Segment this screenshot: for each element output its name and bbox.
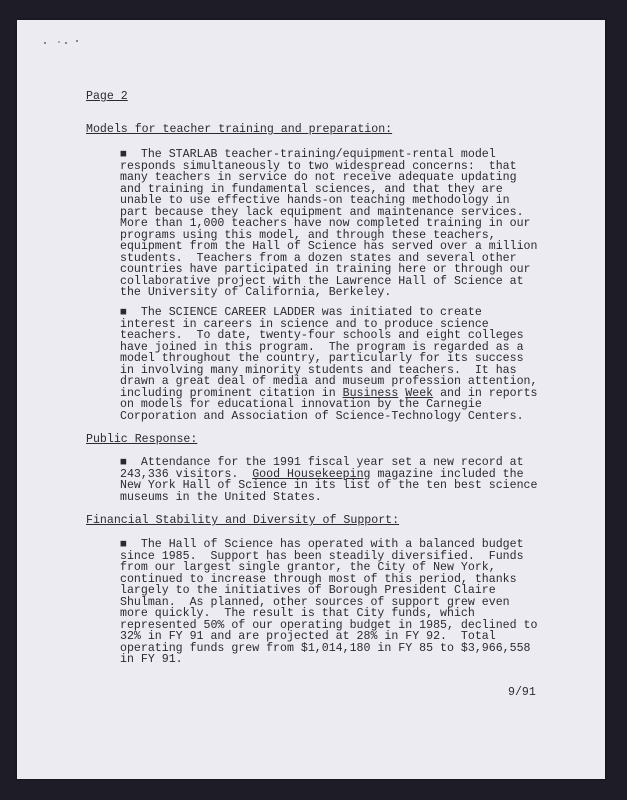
text-segment: in involving many minority students and teachers. It has: [120, 363, 517, 377]
text-segment: part because they lack equipment and maintenance services.: [120, 205, 524, 219]
text-segment: ■ The Hall of Science has operated with a balanced budget: [120, 538, 524, 551]
text-segment: more quickly. The result is that City funds, which: [120, 607, 475, 620]
text-segment: on models for educational innovation by the Carnegie: [120, 398, 482, 411]
text-segment: Shulman. As planned, other sources of support grew even: [120, 595, 510, 609]
text-segment: equipment from the Hall of Science has served over a million: [120, 240, 538, 253]
paragraph-attendance: [120, 457, 537, 503]
text-segment: continued to increase through most of this period, thanks: [120, 572, 517, 586]
text-segment: in FY 91.: [120, 653, 183, 666]
paragraph-career-ladder: [120, 307, 538, 422]
text-segment: model throughout the country, particularly for its success: [120, 352, 524, 365]
text-segment: ■ The STARLAB teacher-training/equipment-rental model: [120, 148, 496, 161]
text-segment: largely to the initiatives of Borough President Claire: [120, 584, 496, 597]
text-segment: and in reports: [433, 386, 538, 400]
text-line: [120, 492, 537, 504]
text-segment: 243,336 visitors.: [120, 467, 253, 481]
text-segment: operating funds grew from $1,014,180 in FY 85 to $3,966,558: [120, 641, 531, 655]
text-segment: museums in the United States.: [120, 490, 322, 504]
text-segment: More than 1,000 teachers have now completed training in our: [120, 217, 531, 230]
text-segment: have joined in this program. The program is regarded as a: [120, 340, 524, 354]
text-segment: countries have participated in training here or through our: [120, 263, 531, 276]
paragraph-starlab: [120, 149, 537, 299]
section-heading-teacher-training: Models for teacher training and preparation:: [86, 123, 393, 136]
text-segment: since 1985. Support has been steadily diversified. Funds: [120, 549, 524, 563]
text-segment: unable to use effective hands-on teaching methodology in: [120, 194, 510, 207]
scan-specks: [44, 40, 84, 46]
section-heading-financial: Financial Stability and Diversity of Support:: [86, 514, 400, 527]
text-segment: collaborative project with the Lawrence Hall of Science at: [120, 274, 524, 288]
text-segment: ■ Attendance for the 1991 fiscal year set a new record at: [120, 456, 524, 469]
text-segment: the University of California, Berkeley.: [120, 286, 392, 299]
text-segment: teachers. To date, twenty-four schools and eight colleges: [120, 329, 524, 342]
text-segment: represented 50% of our operating budget in 1985, declined to: [120, 618, 538, 632]
section-heading-public-response: Public Response:: [86, 433, 198, 446]
text-segment: New York Hall of Science in its list of the ten best science: [120, 479, 538, 492]
page-label: Page 2: [86, 90, 128, 103]
text-segment: many teachers in service do not receive adequate updating: [120, 171, 517, 184]
underlined-title: Good Housekeeping: [252, 467, 371, 481]
text-segment: students. Teachers from a dozen states and several other: [120, 251, 517, 265]
text-line: [120, 287, 537, 299]
text-segment: Corporation and Association of Science-Technology Centers.: [120, 409, 524, 423]
text-segment: including prominent citation in: [120, 386, 343, 400]
text-segment: programs using this model, and through these teachers,: [120, 228, 496, 242]
text-line: [120, 654, 537, 666]
text-segment: 32% in FY 91 and are projected at 28% in FY 92. Total: [120, 630, 496, 643]
text-segment: magazine included the: [370, 467, 524, 481]
underlined-title: Business: [342, 386, 399, 400]
underlined-title: Week: [405, 386, 434, 400]
text-segment: from our largest single grantor, the City of New York,: [120, 561, 496, 574]
text-segment: ■ The SCIENCE CAREER LADDER was initiated to create: [120, 306, 482, 319]
text-segment: responds simultaneously to two widespread concerns: that: [120, 159, 517, 173]
footer-date: 9/91: [508, 686, 536, 699]
text-line: [120, 411, 538, 423]
text-segment: interest in careers in science and to produce science: [120, 317, 489, 331]
text-segment: and training in fundamental sciences, and that they are: [120, 182, 503, 196]
paragraph-budget: [120, 539, 537, 666]
text-segment: drawn a great deal of media and museum profession attention,: [120, 375, 538, 388]
